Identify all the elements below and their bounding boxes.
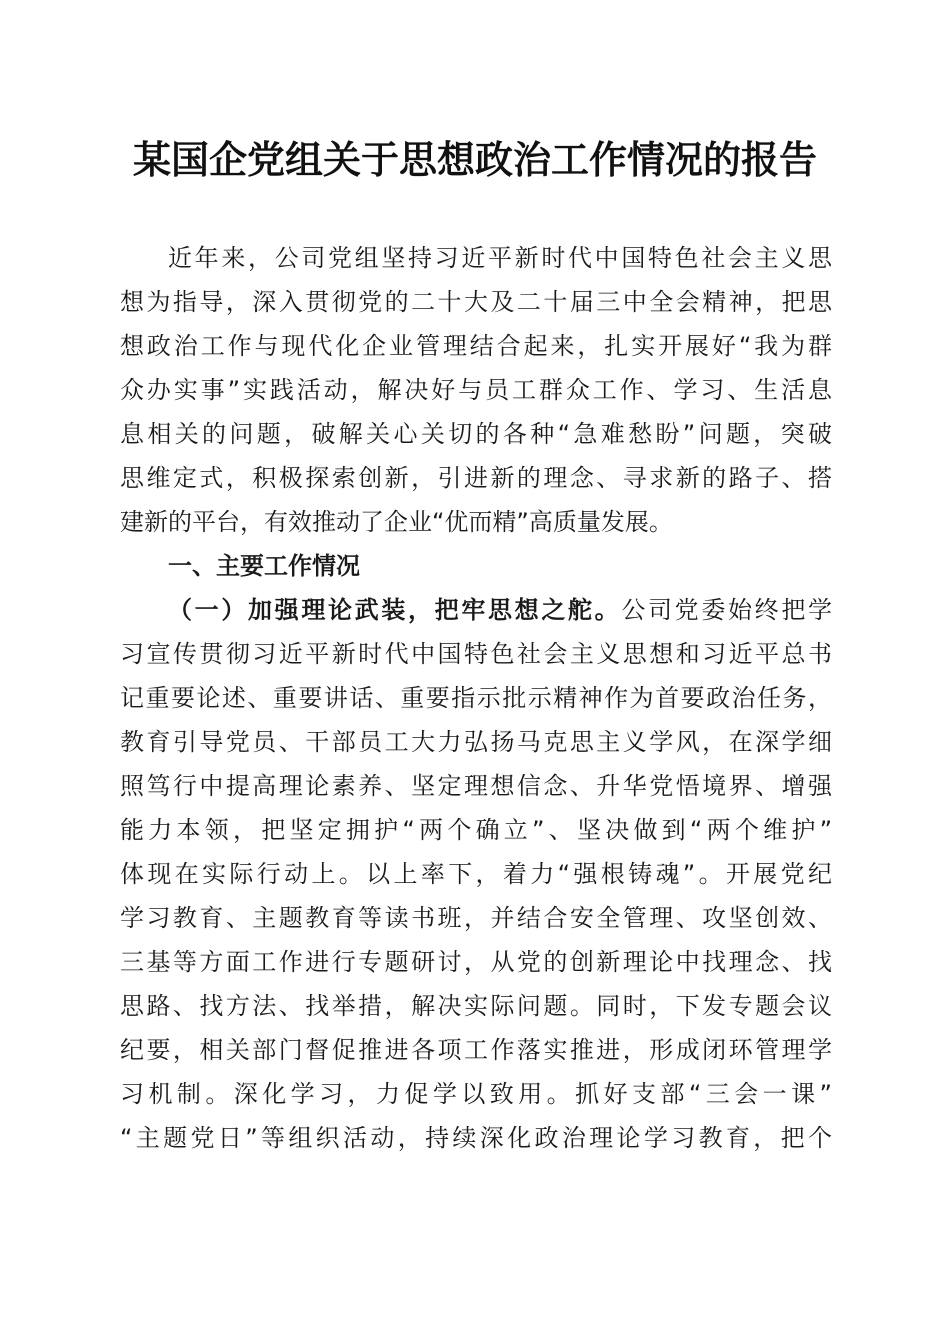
- body-line: 三基等方面工作进行专题研讨，从党的创新理论中找理念、找: [120, 948, 832, 976]
- intro-line: 建新的平台，有效推动了企业“优而精”高质量发展。: [120, 508, 673, 536]
- body-line: 习机制。深化学习，力促学以致用。抓好支部“三会一课”: [120, 1080, 832, 1108]
- section-heading: 一、主要工作情况: [168, 552, 360, 580]
- intro-line: 息相关的问题，破解关心关切的各种“急难愁盼”问题，突破: [120, 420, 832, 448]
- body-line: 思路、找方法、找举措，解决实际问题。同时，下发专题会议: [120, 992, 832, 1020]
- body-line: 体现在实际行动上。以上率下，着力“强根铸魂”。开展党纪: [120, 860, 832, 888]
- subsection-first-line: [168, 588, 832, 632]
- subsection-heading: （一）加强理论武装，把牢思想之舵。: [168, 595, 622, 624]
- document-title: 某国企党组关于思想政治工作情况的报告: [132, 137, 817, 182]
- body-line: 纪要，相关部门督促推进各项工作落实推进，形成闭环管理学: [120, 1036, 832, 1064]
- intro-line: 近年来，公司党组坚持习近平新时代中国特色社会主义思: [168, 244, 832, 272]
- intro-line: 想政治工作与现代化企业管理结合起来，扎实开展好“我为群: [120, 332, 832, 360]
- subsection-first-line-text: 公司党委始终把学: [621, 596, 833, 624]
- body-line: 照笃行中提高理论素养、坚定理想信念、升华党悟境界、增强: [120, 772, 832, 800]
- body-line: 能力本领，把坚定拥护“两个确立”、坚决做到“两个维护”: [120, 816, 832, 844]
- intro-line: 思维定式，积极探索创新，引进新的理念、寻求新的路子、搭: [120, 464, 832, 492]
- intro-line: 众办实事”实践活动，解决好与员工群众工作、学习、生活息: [120, 376, 832, 404]
- body-line: 学习教育、主题教育等读书班，并结合安全管理、攻坚创效、: [120, 904, 832, 932]
- body-line: “主题党日”等组织活动，持续深化政治理论学习教育，把个: [120, 1124, 832, 1152]
- intro-line: 想为指导，深入贯彻党的二十大及二十届三中全会精神，把思: [120, 288, 832, 316]
- body-line: 教育引导党员、干部员工大力弘扬马克思主义学风，在深学细: [120, 728, 832, 756]
- body-line: 习宣传贯彻习近平新时代中国特色社会主义思想和习近平总书: [120, 640, 832, 668]
- body-line: 记重要论述、重要讲话、重要指示批示精神作为首要政治任务，: [120, 684, 832, 712]
